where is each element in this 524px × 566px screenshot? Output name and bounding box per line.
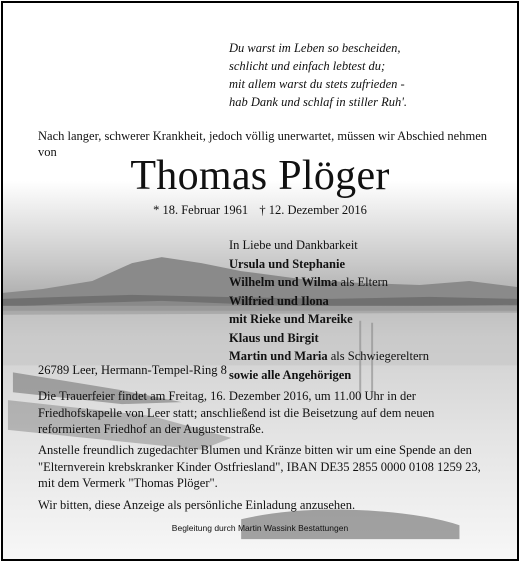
- funeral-home-credit: Begleitung durch Martin Wassink Bestattungen: [171, 523, 349, 533]
- mourners-list: [229, 236, 429, 384]
- mourner-line: [229, 347, 429, 366]
- death-date: † 12. Dezember 2016: [259, 203, 367, 217]
- mourner-relation: als Schwiegereltern: [327, 349, 429, 363]
- family-address: 26789 Leer, Hermann-Tempel-Ring 8: [38, 363, 227, 377]
- deceased-name: Thomas Plöger: [130, 153, 390, 199]
- invitation-note: Wir bitten, diese Anzeige als persönliche Einladung anzusehen.: [38, 498, 356, 512]
- obituary-notice: [1, 1, 519, 561]
- mourner-line: [229, 366, 429, 385]
- funeral-details: Die Trauerfeier findet am Freitag, 16. Dezember 2016, um 11.00 Uhr in der Friedhofskapelle von Leer statt; anschließend ist die Beisetzung auf dem neuen reformierten Friedhof an der Augustenstraße.: [38, 389, 435, 436]
- life-dates: [3, 203, 517, 218]
- mourner-line: [229, 329, 429, 348]
- memorial-poem: [229, 39, 407, 111]
- mourner-names: Wilhelm und Wilma: [229, 275, 338, 289]
- mourner-names: Ursula und Stephanie: [229, 256, 346, 271]
- poem-line: mit allem warst du stets zufrieden -: [229, 77, 405, 91]
- mourner-names: mit Rieke und Mareike: [229, 312, 353, 326]
- poem-line: hab Dank und schlaf in stiller Ruh'.: [229, 95, 408, 109]
- birth-date: * 18. Februar 1961: [153, 203, 249, 217]
- donation-request: Anstelle freundlich zugedachter Blumen und Kränze bitten wir um eine Spende an den "Elternverein krebskranker Kinder Ostfriesland", IBAN DE35 2855 0000 0108 1259 23, mit dem Vermerk "Thomas Plöger".: [38, 443, 481, 490]
- mourner-line: [229, 255, 429, 274]
- mourner-line: [229, 273, 429, 292]
- mourner-names: Klaus und Birgit: [229, 330, 319, 345]
- mourner-names: sowie alle Angehörigen: [229, 367, 352, 382]
- mourner-names: Wilfried und Ilona: [229, 293, 329, 308]
- mourner-relation: als Eltern: [337, 275, 389, 289]
- mourner-names: Martin und Maria: [229, 349, 328, 363]
- mourner-line: [229, 292, 429, 311]
- poem-line: schlicht und einfach lebtest du;: [229, 59, 386, 73]
- mourners-heading: In Liebe und Dankbarkeit: [229, 238, 358, 252]
- intro-text: Nach langer, schwerer Krankheit, jedoch völlig unerwartet, müssen wir Abschied nehmen von: [38, 129, 488, 159]
- mourner-line: [229, 310, 429, 329]
- poem-line: Du warst im Leben so bescheiden,: [229, 41, 401, 55]
